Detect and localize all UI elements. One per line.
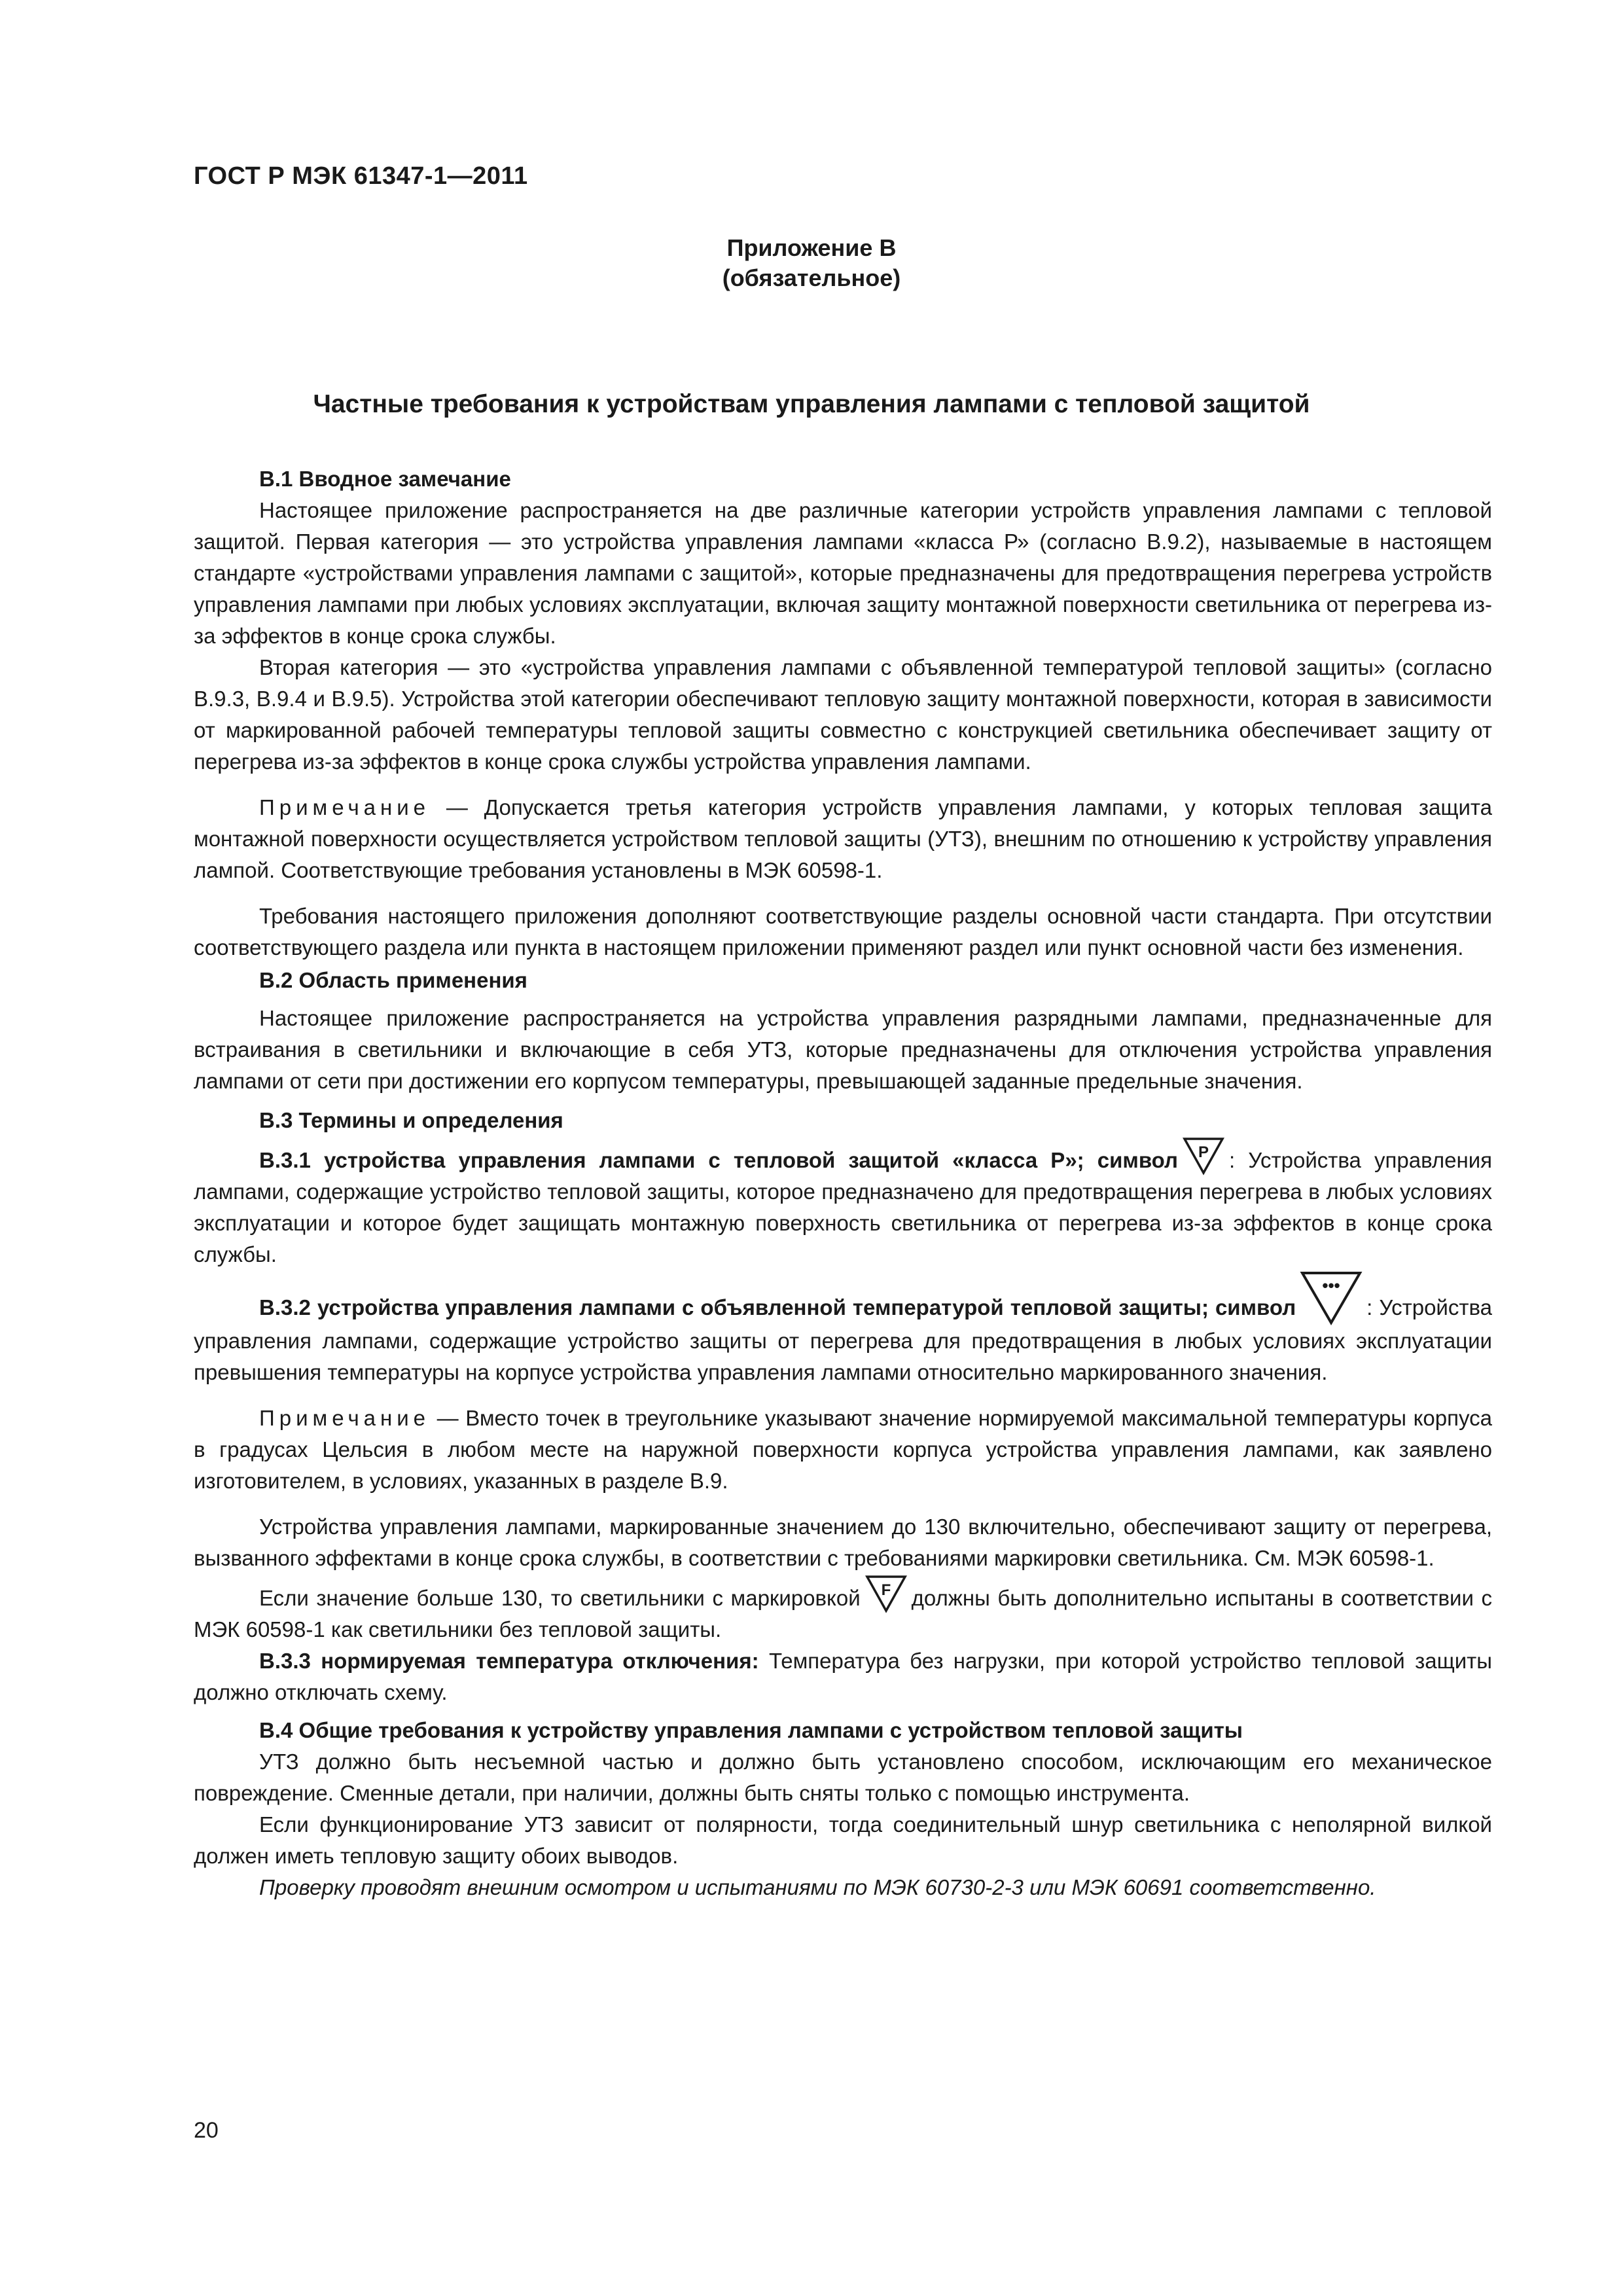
b31-term: В.3.1 устройства управления лампами с тепловой защитой «класса Р»; символ — [259, 1148, 1178, 1172]
document-body — [194, 462, 1492, 1903]
note-label: Примечание — [259, 1406, 431, 1430]
b33-text: Температура без нагрузки, при которой устройство тепловой защиты должно отключать схему. — [194, 1649, 1492, 1704]
section-b1-paragraph-2: Вторая категория — это «устройства управления лампами с объявленной температурой тепловой защиты» (согласно В.9.3, В.9.4 и В.9.5). Устройства этой категории обеспечивают тепловую защиту монтажной поверхности, которая в зависимости от маркированной рабочей температуры тепловой защиты совместно с конструкцией светильника обеспечивает защиту от перегрева из-за эффектов в конце срока службы устройства управления лампами. — [194, 655, 1492, 774]
svg-text:F: F — [881, 1581, 891, 1599]
declared-temperature-triangle-icon — [1300, 1270, 1363, 1325]
section-b1-paragraph-1: Настоящее приложение распространяется на две различные категории устройств управления лампами с тепловой защитой. Первая категория — это устройства управления лампами «класса Р» (согласно В.9.2), называемые в настоящем стандарте «устройствами управления лампами с защитой», которые предназначены для предотвращения перегрева устройств управления лампами при любых условиях эксплуатации, включая защиту монтажной поверхности светильника от перегрева из-за эффектов в конце срока службы. — [194, 498, 1492, 648]
section-b31-definition — [194, 1136, 1492, 1270]
section-b2-paragraph-1: Настоящее приложение распространяется на устройства управления разрядными лампами, предназначенные для встраивания в светильники и включающие в себя УТЗ, которые предназначены для отключения устройства управления лампами от сети при достижении его корпусом температуры, превышающей заданные предельные значения. — [194, 1006, 1492, 1093]
note-label: Примечание — [259, 795, 431, 819]
b32-term: В.3.2 устройства управления лампами с объявленной температурой тепловой защиты; символ — [259, 1295, 1296, 1319]
svg-text:•••: ••• — [1322, 1276, 1340, 1295]
section-b3-heading: В.3 Термины и определения — [259, 1108, 563, 1132]
page-number: 20 — [194, 2118, 219, 2143]
section-b4-paragraph-2: Если функционирование УТЗ зависит от полярности, тогда соединительный шнур светильника с неполярной вилкой должен иметь тепловую защиту обоих выводов. — [194, 1812, 1492, 1868]
b33-term: В.3.3 нормируемая температура отключения: — [259, 1649, 759, 1673]
section-b32-definition — [194, 1270, 1492, 1388]
section-b3-note — [194, 1403, 1492, 1497]
class-p-triangle-icon — [1182, 1136, 1225, 1175]
b31-text: : Устройства управления лампами, содержащие устройство тепловой защиты, которое предназначено для предотвращения перегрева в любых условиях эксплуатации и которое будет защищать монтажную поверхность светильника от перегрева из-за эффектов в конце срока службы. — [194, 1148, 1492, 1266]
section-b1-note — [194, 792, 1492, 886]
note-text: — Допускается третья категория устройств управления лампами, у которых тепловая защита монтажной поверхности осуществляется устройством тепловой защиты (УТЗ), внешним по отношению к устройству управления лампой. Соответствующие требования установлены в МЭК 60598-1. — [194, 795, 1493, 882]
section-b1-heading: В.1 Вводное замечание — [259, 467, 511, 491]
section-b1-paragraph-3: Требования настоящего приложения дополняют соответствующие разделы основной части стандарта. При отсутствии соответствующего раздела или пункта в настоящем приложении применяют раздел или пункт основной части без изменения. — [194, 904, 1492, 960]
section-b3-paragraph-2: Если значение больше 130, то светильники с маркировкой F должны быть дополнительно испытаны в соответствии с МЭК 60598-1 как светильники без тепловой защиты. — [194, 1574, 1492, 1645]
section-b4-paragraph-1: УТЗ должно быть несъемной частью и должно быть установлено способом, исключающим его механическое повреждение. Сменные детали, при наличии, должны быть сняты только с помощью инструмента. — [194, 1749, 1492, 1805]
section-b4-heading: В.4 Общие требования к устройству управления лампами с устройством тепловой защиты — [259, 1718, 1243, 1742]
note-text: — Вместо точек в треугольнике указывают значение нормируемой максимальной температуры корпуса в градусах Цельсия в любом месте на наружной поверхности корпуса устройства управления лампами, как заявлено изготовителем, в условиях, указанных в разделе В.9. — [194, 1406, 1492, 1493]
appendix-status: (обязательное) — [722, 264, 901, 291]
section-b3-paragraph-1: Устройства управления лампами, маркированные значением до 130 включительно, обеспечивают защиту от перегрева, вызванного эффектами в конце срока службы, в соответствии с требованиями маркировки светильника. См. МЭК 60598-1. — [194, 1515, 1492, 1570]
document-code: ГОСТ Р МЭК 61347-1—2011 — [194, 162, 528, 190]
appendix-title: Частные требования к устройствам управления лампами с тепловой защитой — [313, 390, 1310, 418]
b32-text: : Устройства управления лампами, содержащие устройство защиты от перегрева для предотвращения в любых условиях эксплуатации превышения температуры на корпусе устройства управления лампами относительно маркированного значения. — [194, 1295, 1492, 1384]
class-f-triangle-icon — [865, 1574, 908, 1613]
appendix-label: Приложение В — [726, 234, 897, 261]
svg-text:P: P — [1198, 1143, 1209, 1161]
section-b2-heading: В.2 Область применения — [259, 968, 527, 992]
section-b33-definition — [194, 1645, 1492, 1708]
section-b4-verification: Проверку проводят внешним осмотром и испытаниями по МЭК 60730-2-3 или МЭК 60691 соответственно. — [259, 1875, 1376, 1899]
